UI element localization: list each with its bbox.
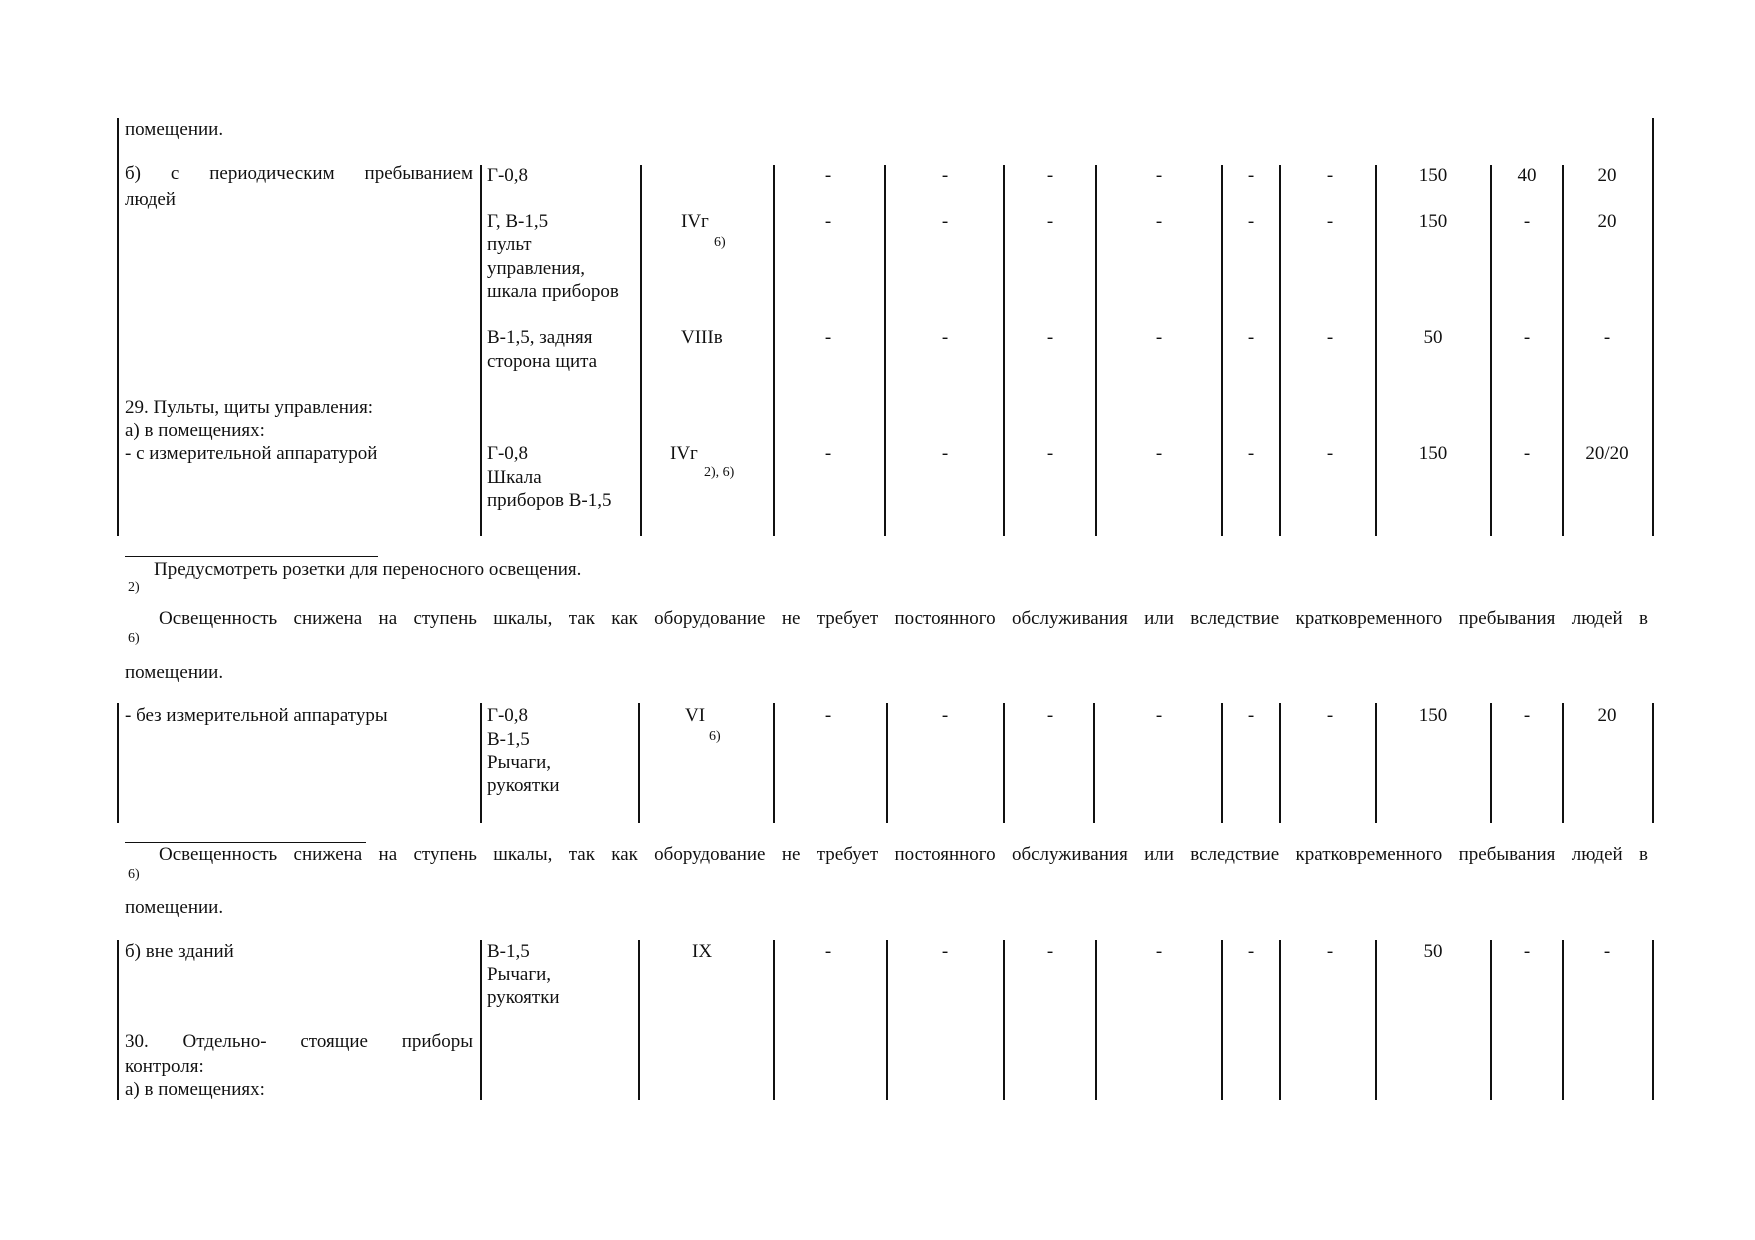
value-cell: -	[1247, 327, 1255, 348]
col-divider	[640, 165, 642, 536]
value-cell: -	[1247, 443, 1255, 464]
col-divider	[480, 165, 482, 536]
row-no-meas-item: - без измерительной аппаратуры	[125, 705, 388, 726]
col-divider	[1003, 940, 1005, 1100]
obj-sub3-line1: В-1,5, задняя	[487, 327, 593, 348]
value-cell: -	[941, 327, 949, 348]
col-divider	[1093, 703, 1095, 823]
value-cell: -	[824, 165, 832, 186]
value-cell: -	[1155, 941, 1163, 962]
continuation-text: помещении.	[125, 119, 224, 140]
col-divider	[886, 703, 888, 823]
value-cell: -	[1046, 443, 1054, 464]
value-cell: -	[1326, 941, 1334, 962]
row29-title: 29. Пульты, щиты управления:	[125, 397, 374, 418]
row-outside-obj-line3: рукоятки	[487, 987, 560, 1008]
value-cell: -	[1326, 443, 1334, 464]
obj-sub2-line3: управления,	[487, 258, 586, 279]
row-label-periodic-line2: людей	[125, 189, 176, 210]
row30-title	[125, 1032, 473, 1052]
table-border-right	[1652, 940, 1654, 1100]
value-cell: -	[1326, 211, 1334, 232]
col-divider	[1562, 940, 1564, 1100]
value-cell: -	[1046, 165, 1054, 186]
col-divider	[638, 703, 640, 823]
value-cell: -	[941, 211, 949, 232]
value-cell: -	[1326, 165, 1334, 186]
table-border-right	[1652, 703, 1654, 823]
value-cell: 20	[1597, 211, 1617, 232]
value-cell: -	[1523, 705, 1531, 726]
value-cell: -	[1155, 211, 1163, 232]
value-cell: -	[1523, 327, 1531, 348]
footnote-6-number: 6)	[128, 631, 140, 646]
footnote-2-text: Предусмотреть розетки для переносного освещения.	[154, 559, 582, 580]
row29-obj-line2: Шкала	[487, 467, 542, 488]
value-cell: -	[941, 705, 949, 726]
table-border-left	[117, 118, 119, 536]
value-cell: -	[1155, 443, 1163, 464]
value-cell: -	[824, 705, 832, 726]
footnote-ref: 6)	[709, 729, 721, 744]
obj-sub3-line2: сторона щита	[487, 351, 598, 372]
value-cell: 20/20	[1585, 443, 1629, 464]
footnote-separator	[125, 556, 378, 557]
col-divider	[1221, 940, 1223, 1100]
value-cell: 40	[1517, 165, 1537, 186]
col-divider	[1095, 165, 1097, 536]
value-cell: 150	[1418, 443, 1448, 464]
col-divider	[773, 940, 775, 1100]
row29-category: IVг	[670, 443, 698, 464]
table-border-right	[1652, 118, 1654, 536]
col-divider	[773, 165, 775, 536]
value-cell: 50	[1423, 941, 1443, 962]
row29-obj-line1: Г-0,8	[487, 443, 529, 464]
row-label-periodic-line1: б) с периодическим пребыванием	[125, 163, 473, 184]
row-no-meas-obj-line1: Г-0,8	[487, 705, 529, 726]
row30-sub-a: а) в помещениях:	[125, 1079, 265, 1100]
footnote-6-text	[159, 609, 1648, 629]
value-cell: 20	[1597, 705, 1617, 726]
value-cell: 20	[1597, 165, 1617, 186]
value-cell: -	[1523, 941, 1531, 962]
row-no-meas-obj-line2: В-1,5	[487, 729, 530, 750]
table-border-left	[117, 940, 119, 1100]
col-divider	[1375, 703, 1377, 823]
row30-title-line2: контроля:	[125, 1056, 204, 1077]
row29-sub-a: а) в помещениях:	[125, 420, 265, 441]
col-divider	[1003, 703, 1005, 823]
value-cell: -	[1046, 327, 1054, 348]
obj-sub2-line1: Г, В-1,5	[487, 211, 549, 232]
obj-sub2-line2: пульт	[487, 234, 532, 255]
footnote-6-continuation: помещении.	[125, 897, 224, 918]
footnote-6-text	[159, 845, 1648, 865]
value-cell: -	[1326, 705, 1334, 726]
row-no-meas-category: VI	[685, 705, 706, 726]
value-cell: -	[941, 443, 949, 464]
row-outside-obj-line2: Рычаги,	[487, 964, 552, 985]
footnote-6-text-span: Освещенность снижена на ступень шкалы, так как оборудование не требует постоянного обслуживания или вследствие кратковременного пребывания людей в	[159, 608, 1648, 629]
value-cell: 150	[1418, 705, 1448, 726]
value-cell: -	[1046, 941, 1054, 962]
col-divider	[1375, 165, 1377, 536]
col-divider	[1003, 165, 1005, 536]
col-divider	[480, 703, 482, 823]
col-divider	[638, 940, 640, 1100]
category-sub3: VIIIв	[681, 327, 723, 348]
row-label-periodic	[125, 164, 473, 184]
col-divider	[480, 940, 482, 1100]
footnote-6-continuation: помещении.	[125, 662, 224, 683]
footnote-6-number: 6)	[128, 867, 140, 882]
col-divider	[1375, 940, 1377, 1100]
value-cell: 50	[1423, 327, 1443, 348]
row-no-meas-obj-line3: Рычаги,	[487, 752, 552, 773]
category-sub2: IVг	[681, 211, 709, 232]
value-cell: -	[1603, 941, 1611, 962]
value-cell: -	[1155, 705, 1163, 726]
value-cell: 150	[1418, 165, 1448, 186]
value-cell: -	[824, 443, 832, 464]
value-cell: -	[824, 211, 832, 232]
obj-sub2-line4: шкала приборов	[487, 281, 619, 302]
value-cell: -	[1155, 165, 1163, 186]
value-cell: -	[1603, 327, 1611, 348]
row29-item: - с измерительной аппаратурой	[125, 443, 378, 464]
value-cell: -	[1046, 705, 1054, 726]
row30-title-line1: 30. Отдельно- стоящие приборы	[125, 1031, 473, 1052]
row-no-meas-obj-line4: рукоятки	[487, 775, 560, 796]
value-cell: -	[1046, 211, 1054, 232]
value-cell: -	[1523, 211, 1531, 232]
table-border-left	[117, 703, 119, 823]
value-cell: -	[1155, 327, 1163, 348]
footnote-ref: 2), 6)	[704, 465, 735, 480]
value-cell: -	[941, 941, 949, 962]
col-divider	[1095, 940, 1097, 1100]
value-cell: -	[1247, 941, 1255, 962]
value-cell: -	[824, 327, 832, 348]
value-cell: -	[1247, 211, 1255, 232]
value-cell: -	[1247, 705, 1255, 726]
value-cell: -	[941, 165, 949, 186]
obj-sub1: Г-0,8	[487, 165, 529, 186]
value-cell: -	[1326, 327, 1334, 348]
col-divider	[1490, 940, 1492, 1100]
footnote-6-text-span: Освещенность снижена на ступень шкалы, так как оборудование не требует постоянного обслуживания или вследствие кратковременного пребывания людей в	[159, 844, 1648, 865]
footnote-2-number: 2)	[128, 580, 140, 595]
col-divider	[884, 165, 886, 536]
row29-obj-line3: приборов В-1,5	[487, 490, 612, 511]
row-outside-item: б) вне зданий	[125, 941, 234, 962]
footnote-ref: 6)	[714, 235, 726, 250]
col-divider	[773, 703, 775, 823]
row-outside-obj-line1: В-1,5	[487, 941, 530, 962]
row-outside-category: IX	[692, 941, 713, 962]
col-divider	[886, 940, 888, 1100]
value-cell: 150	[1418, 211, 1448, 232]
col-divider	[1279, 940, 1281, 1100]
value-cell: -	[824, 941, 832, 962]
footnote-separator	[125, 842, 366, 843]
value-cell: -	[1247, 165, 1255, 186]
value-cell: -	[1523, 443, 1531, 464]
